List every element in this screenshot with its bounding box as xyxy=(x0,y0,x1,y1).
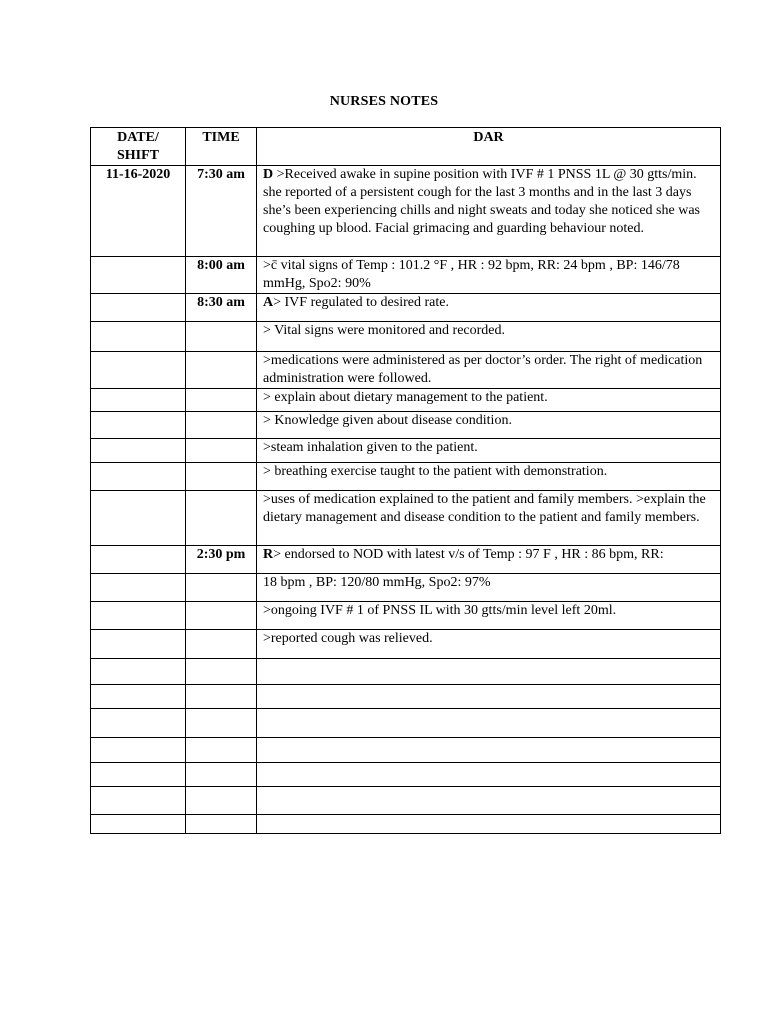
dar-cell xyxy=(257,439,721,463)
date-cell xyxy=(91,630,186,659)
time-cell xyxy=(186,491,257,546)
time-cell xyxy=(186,659,257,685)
dar-text: >Received awake in supine position with IVF # 1 PNSS 1L @ 30 gtts/min. she reported of a persistent cough for the last 3 months and in the last 3 days she’s been experiencing chills and night sweats and today she noticed she was coughing up blood. Facial grimacing and guarding behaviour noted. xyxy=(263,167,700,236)
dar-cell xyxy=(257,352,721,389)
table-body xyxy=(91,166,721,834)
date-cell xyxy=(91,439,186,463)
dar-tag: D xyxy=(263,167,274,182)
time-cell: 7:30 am xyxy=(186,166,257,257)
table-row xyxy=(91,463,721,491)
table-header-row xyxy=(91,128,721,166)
date-cell xyxy=(91,463,186,491)
table-row xyxy=(91,389,721,412)
time-cell xyxy=(186,439,257,463)
date-cell xyxy=(91,659,186,685)
dar-cell xyxy=(257,685,721,709)
dar-cell xyxy=(257,787,721,815)
time-cell xyxy=(186,322,257,352)
date-cell xyxy=(91,322,186,352)
dar-cell xyxy=(257,166,721,257)
date-cell xyxy=(91,815,186,834)
time-cell xyxy=(186,815,257,834)
date-cell xyxy=(91,763,186,787)
table-row xyxy=(91,709,721,738)
dar-cell xyxy=(257,574,721,602)
date-cell xyxy=(91,294,186,322)
time-cell xyxy=(186,763,257,787)
time-cell xyxy=(186,787,257,815)
dar-cell xyxy=(257,630,721,659)
dar-text: >c̄ vital signs of Temp : 101.2 °F , HR : 92 bpm, RR: 24 bpm , BP: 146/78 mmHg, Spo2: 90% xyxy=(263,258,680,291)
dar-text: >uses of medication explained to the patient and family members. >explain the dietary management and disease condition to the patient and family members. xyxy=(263,492,706,525)
dar-text: > Knowledge given about disease condition. xyxy=(263,413,512,428)
table-row xyxy=(91,294,721,322)
date-cell xyxy=(91,389,186,412)
table-row xyxy=(91,491,721,546)
date-cell xyxy=(91,257,186,294)
table-row xyxy=(91,257,721,294)
dar-cell xyxy=(257,463,721,491)
dar-tag: R xyxy=(263,547,274,562)
date-cell xyxy=(91,546,186,574)
date-cell: 11-16-2020 xyxy=(91,166,186,257)
time-cell xyxy=(186,574,257,602)
dar-cell xyxy=(257,815,721,834)
time-cell xyxy=(186,709,257,738)
table-row xyxy=(91,685,721,709)
dar-cell xyxy=(257,546,721,574)
dar-cell xyxy=(257,257,721,294)
dar-cell xyxy=(257,389,721,412)
table-row xyxy=(91,546,721,574)
table-row xyxy=(91,412,721,439)
dar-text: > breathing exercise taught to the patient with demonstration. xyxy=(263,464,608,479)
table-row xyxy=(91,659,721,685)
header-dar: DAR xyxy=(257,128,721,166)
dar-cell xyxy=(257,738,721,763)
date-cell xyxy=(91,709,186,738)
table-row xyxy=(91,787,721,815)
time-cell xyxy=(186,352,257,389)
dar-tag: A xyxy=(263,295,274,310)
table-row xyxy=(91,763,721,787)
table-row xyxy=(91,322,721,352)
dar-cell xyxy=(257,294,721,322)
nurses-notes-table xyxy=(90,127,721,834)
table-row xyxy=(91,574,721,602)
date-cell xyxy=(91,602,186,630)
date-cell xyxy=(91,787,186,815)
dar-text: >ongoing IVF # 1 of PNSS IL with 30 gtts/min level left 20ml. xyxy=(263,603,617,618)
dar-text: > endorsed to NOD with latest v/s of Temp : 97 F , HR : 86 bpm, RR: xyxy=(273,547,664,562)
time-cell: 8:30 am xyxy=(186,294,257,322)
time-cell xyxy=(186,685,257,709)
time-cell xyxy=(186,602,257,630)
date-cell xyxy=(91,738,186,763)
dar-text: >steam inhalation given to the patient. xyxy=(263,440,478,455)
table-row xyxy=(91,439,721,463)
table-row xyxy=(91,602,721,630)
dar-cell xyxy=(257,602,721,630)
table-row xyxy=(91,815,721,834)
time-cell xyxy=(186,412,257,439)
dar-cell xyxy=(257,763,721,787)
time-cell xyxy=(186,463,257,491)
page-title: NURSES NOTES xyxy=(329,94,439,109)
dar-cell xyxy=(257,412,721,439)
header-time: TIME xyxy=(186,128,257,166)
date-cell xyxy=(91,412,186,439)
dar-cell xyxy=(257,491,721,546)
dar-text: 18 bpm , BP: 120/80 mmHg, Spo2: 97% xyxy=(263,575,491,590)
dar-text: > Vital signs were monitored and recorded. xyxy=(263,323,506,338)
time-cell xyxy=(186,389,257,412)
header-date-shift: DATE/ SHIFT xyxy=(91,128,186,166)
time-cell: 8:00 am xyxy=(186,257,257,294)
dar-cell xyxy=(257,322,721,352)
date-cell xyxy=(91,491,186,546)
dar-text: >reported cough was relieved. xyxy=(263,631,433,646)
dar-text: > IVF regulated to desired rate. xyxy=(273,295,449,310)
time-cell: 2:30 pm xyxy=(186,546,257,574)
date-cell xyxy=(91,685,186,709)
table-row xyxy=(91,352,721,389)
date-cell xyxy=(91,574,186,602)
dar-text: >medications were administered as per doctor’s order. The right of medication administration were followed. xyxy=(263,353,703,386)
time-cell xyxy=(186,738,257,763)
dar-cell xyxy=(257,709,721,738)
date-cell xyxy=(91,352,186,389)
dar-text: > explain about dietary management to the patient. xyxy=(263,390,548,405)
dar-cell xyxy=(257,659,721,685)
table-row xyxy=(91,166,721,257)
time-cell xyxy=(186,630,257,659)
table-row xyxy=(91,630,721,659)
table-row xyxy=(91,738,721,763)
